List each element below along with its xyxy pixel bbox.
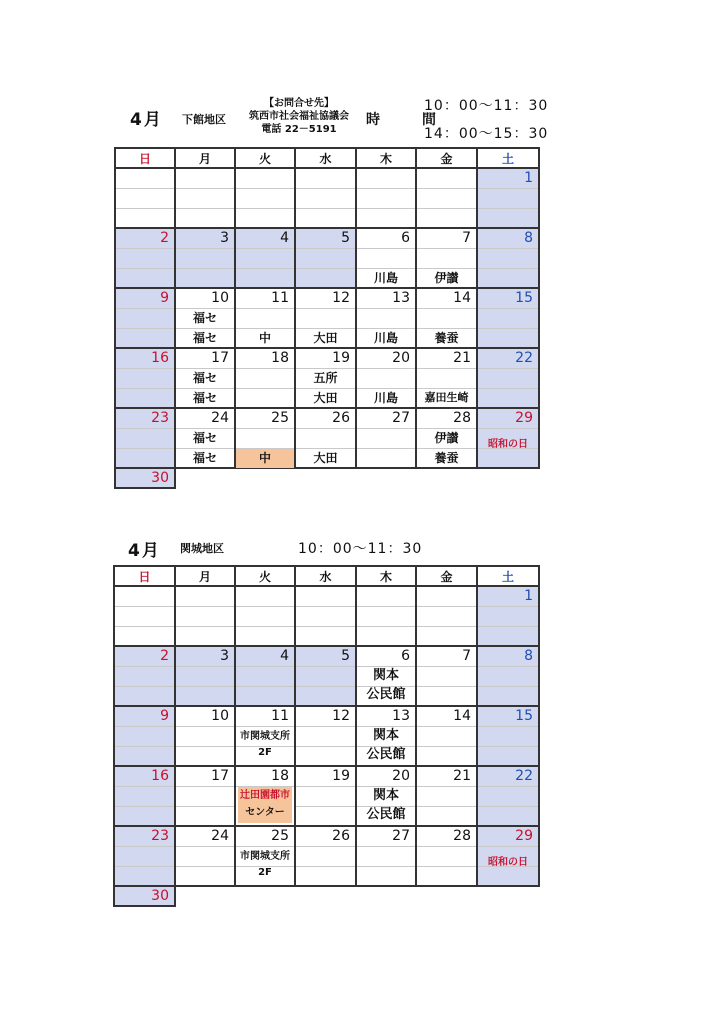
district-title-2: 関城地区 — [180, 542, 224, 555]
venue-entry: 大田 — [313, 331, 338, 345]
weekday-tue: 火 — [235, 566, 295, 586]
venue-entry: 川島 — [373, 391, 398, 405]
day-cell-2 — [115, 228, 175, 288]
venue-entry: 伊讃 — [434, 431, 459, 445]
time-label: 時 間 — [366, 112, 450, 128]
day-number: 22 — [515, 768, 533, 784]
day-cell-6 — [356, 228, 416, 288]
day-number: 11 — [271, 290, 289, 306]
day-cell-12 — [295, 706, 356, 766]
day-cell-9 — [114, 706, 175, 766]
day-cell-25 — [235, 408, 295, 468]
day-cell-empty — [356, 168, 416, 228]
day-cell-empty — [175, 586, 235, 646]
day-number: 7 — [462, 648, 471, 664]
day-cell-11 — [235, 706, 295, 766]
day-number: 15 — [515, 708, 533, 724]
day-number: 30 — [151, 888, 169, 904]
day-number: 1 — [524, 588, 533, 604]
day-cell-30 — [115, 468, 175, 488]
day-cell-13 — [356, 706, 416, 766]
day-number: 6 — [401, 648, 410, 664]
day-cell-empty — [114, 586, 175, 646]
day-number: 25 — [271, 828, 289, 844]
venue-entry: 伊讃 — [434, 271, 459, 285]
day-cell-24 — [175, 826, 235, 886]
day-number: 18 — [271, 768, 289, 784]
day-number: 16 — [151, 768, 169, 784]
day-cell-29 — [477, 826, 539, 886]
day-number: 4 — [280, 230, 289, 246]
day-number: 24 — [211, 828, 229, 844]
day-number: 1 — [524, 170, 533, 186]
venue-entry: 福セ — [192, 331, 217, 345]
venue-entry: 関本 公民館 — [366, 668, 406, 702]
venue-entry: 嘉田生崎 — [424, 391, 469, 404]
blank-cell — [477, 468, 539, 488]
venue-entry: 養蚕 — [434, 331, 459, 345]
day-number: 7 — [462, 230, 471, 246]
day-number: 28 — [453, 828, 471, 844]
day-number: 27 — [392, 828, 410, 844]
week-row — [114, 586, 539, 646]
day-cell-10 — [175, 706, 235, 766]
day-number: 26 — [332, 828, 350, 844]
day-number: 3 — [220, 230, 229, 246]
day-number: 20 — [392, 768, 410, 784]
month-title-1: 4月 — [130, 110, 163, 130]
day-number: 21 — [453, 350, 471, 366]
contact-block — [244, 97, 354, 136]
day-cell-27 — [356, 408, 416, 468]
day-number: 28 — [453, 410, 471, 426]
day-cell-10 — [175, 288, 235, 348]
day-number: 5 — [341, 230, 350, 246]
day-number: 18 — [271, 350, 289, 366]
day-cell-empty — [416, 586, 477, 646]
day-number: 9 — [160, 290, 169, 306]
holiday-label: 昭和の日 — [488, 439, 528, 450]
day-number: 30 — [151, 470, 169, 486]
venue-entry: 市関城支所 2F — [240, 731, 290, 758]
venue-entry: 関本 公民館 — [366, 788, 406, 822]
day-number: 11 — [271, 708, 289, 724]
day-number: 23 — [151, 410, 169, 426]
day-number: 4 — [280, 648, 289, 664]
week-row — [115, 168, 539, 228]
day-cell-8 — [477, 646, 539, 706]
venue-entry: 大田 — [313, 451, 338, 465]
day-number: 12 — [332, 708, 350, 724]
calendar-sekijo — [113, 565, 540, 907]
day-cell-29 — [477, 408, 539, 468]
day-cell-4 — [235, 646, 295, 706]
day-number: 14 — [453, 290, 471, 306]
day-number: 19 — [332, 350, 350, 366]
weekday-mon: 月 — [175, 566, 235, 586]
day-cell-empty — [115, 168, 175, 228]
weekday-sun: 日 — [114, 566, 175, 586]
venue-entry-highlighted: 中 — [236, 449, 294, 468]
weekday-thu: 木 — [356, 566, 416, 586]
day-cell-28 — [416, 826, 477, 886]
venue-entry-highlighted: 辻田園都市 センター — [238, 787, 292, 823]
weekday-wed: 水 — [295, 148, 356, 168]
venue-entry: 福セ — [192, 431, 217, 445]
day-cell-23 — [115, 408, 175, 468]
day-cell-20 — [356, 766, 416, 826]
day-cell-9 — [115, 288, 175, 348]
day-number: 6 — [401, 230, 410, 246]
day-number: 25 — [271, 410, 289, 426]
day-number: 17 — [211, 350, 229, 366]
day-cell-30 — [114, 886, 175, 906]
venue-entry: 福セ — [192, 451, 217, 465]
calendar-shimodate — [114, 147, 540, 489]
blank-cell — [235, 468, 295, 488]
day-cell-8 — [477, 228, 539, 288]
contact-heading: 【お問合せ先】 — [264, 98, 334, 109]
day-cell-7 — [416, 228, 477, 288]
day-cell-26 — [295, 826, 356, 886]
day-cell-25 — [235, 826, 295, 886]
day-cell-17 — [175, 348, 235, 408]
contact-phone: 電話 22－5191 — [261, 124, 337, 135]
day-number: 8 — [524, 648, 533, 664]
venue-entry: 福セ — [192, 371, 217, 385]
week-row — [115, 288, 539, 348]
blank-cell — [175, 468, 235, 488]
day-cell-19 — [295, 766, 356, 826]
day-cell-15 — [477, 288, 539, 348]
day-number: 13 — [392, 708, 410, 724]
day-cell-empty — [416, 168, 477, 228]
weekday-thu: 木 — [356, 148, 416, 168]
day-number: 21 — [453, 768, 471, 784]
day-number: 23 — [151, 828, 169, 844]
day-cell-16 — [115, 348, 175, 408]
day-number: 24 — [211, 410, 229, 426]
week-row — [115, 468, 539, 488]
week-row — [115, 408, 539, 468]
venue-entry: 福セ — [192, 391, 217, 405]
day-cell-19 — [295, 348, 356, 408]
blank-cell — [356, 886, 416, 906]
weekday-fri: 金 — [416, 566, 477, 586]
week-row — [115, 348, 539, 408]
venue-entry: 川島 — [373, 271, 398, 285]
holiday-label: 昭和の日 — [488, 857, 528, 868]
blank-cell — [295, 468, 356, 488]
week-row — [114, 706, 539, 766]
blank-cell — [235, 886, 295, 906]
weekday-fri: 金 — [416, 148, 477, 168]
venue-entry: 中 — [258, 331, 271, 345]
week-row — [114, 826, 539, 886]
day-cell-11 — [235, 288, 295, 348]
day-number: 3 — [220, 648, 229, 664]
day-number: 2 — [160, 648, 169, 664]
day-number: 10 — [211, 290, 229, 306]
day-number: 19 — [332, 768, 350, 784]
blank-cell — [295, 886, 356, 906]
month-title-2: 4月 — [128, 541, 161, 561]
day-cell-3 — [175, 228, 235, 288]
week-row — [114, 646, 539, 706]
day-number: 14 — [453, 708, 471, 724]
day-cell-5 — [295, 646, 356, 706]
day-cell-empty — [356, 586, 416, 646]
day-cell-empty — [295, 168, 356, 228]
day-cell-3 — [175, 646, 235, 706]
weekday-wed: 水 — [295, 566, 356, 586]
day-cell-1 — [477, 168, 539, 228]
day-number: 10 — [211, 708, 229, 724]
day-number: 29 — [515, 828, 533, 844]
time-slot-afternoon-1: 14：00～15：30 — [424, 126, 549, 142]
week-row — [115, 228, 539, 288]
venue-entry: 大田 — [313, 391, 338, 405]
day-cell-21 — [416, 766, 477, 826]
day-cell-23 — [114, 826, 175, 886]
day-cell-20 — [356, 348, 416, 408]
venue-entry: 五所 — [313, 371, 338, 385]
day-number: 20 — [392, 350, 410, 366]
day-number: 9 — [160, 708, 169, 724]
day-cell-16 — [114, 766, 175, 826]
day-cell-4 — [235, 228, 295, 288]
day-number: 8 — [524, 230, 533, 246]
weekday-header-row — [115, 148, 539, 168]
weekday-sat: 土 — [477, 566, 539, 586]
weekday-tue: 火 — [235, 148, 295, 168]
day-number: 16 — [151, 350, 169, 366]
district-title-1: 下館地区 — [182, 113, 226, 126]
day-number: 27 — [392, 410, 410, 426]
blank-cell — [416, 468, 477, 488]
day-cell-empty — [175, 168, 235, 228]
day-cell-18 — [235, 348, 295, 408]
day-cell-12 — [295, 288, 356, 348]
time-slot-morning-1: 10：00～11：30 — [424, 98, 549, 114]
day-cell-empty — [295, 586, 356, 646]
day-cell-2 — [114, 646, 175, 706]
day-number: 12 — [332, 290, 350, 306]
weekday-header-row — [114, 566, 539, 586]
day-cell-18 — [235, 766, 295, 826]
day-number: 5 — [341, 648, 350, 664]
day-cell-17 — [175, 766, 235, 826]
contact-org: 筑西市社会福祉協議会 — [249, 111, 349, 122]
day-cell-21 — [416, 348, 477, 408]
day-cell-28 — [416, 408, 477, 468]
day-cell-7 — [416, 646, 477, 706]
day-cell-empty — [235, 586, 295, 646]
time-slot-morning-2: 10：00～11：30 — [298, 541, 423, 557]
day-number: 2 — [160, 230, 169, 246]
venue-entry: 川島 — [373, 331, 398, 345]
weekday-sun: 日 — [115, 148, 175, 168]
day-number: 29 — [515, 410, 533, 426]
day-cell-13 — [356, 288, 416, 348]
week-row — [114, 766, 539, 826]
weekday-mon: 月 — [175, 148, 235, 168]
day-cell-14 — [416, 288, 477, 348]
day-number: 13 — [392, 290, 410, 306]
weekday-sat: 土 — [477, 148, 539, 168]
day-cell-1 — [477, 586, 539, 646]
day-number: 15 — [515, 290, 533, 306]
blank-cell — [356, 468, 416, 488]
day-cell-empty — [235, 168, 295, 228]
day-number: 17 — [211, 768, 229, 784]
day-cell-15 — [477, 706, 539, 766]
day-cell-6 — [356, 646, 416, 706]
day-cell-14 — [416, 706, 477, 766]
day-cell-5 — [295, 228, 356, 288]
week-row — [114, 886, 539, 906]
day-cell-26 — [295, 408, 356, 468]
blank-cell — [416, 886, 477, 906]
blank-cell — [175, 886, 235, 906]
venue-entry: 養蚕 — [434, 451, 459, 465]
day-cell-22 — [477, 348, 539, 408]
blank-cell — [477, 886, 539, 906]
venue-entry: 市関城支所 2F — [240, 851, 290, 878]
venue-entry: 関本 公民館 — [366, 728, 406, 762]
day-number: 22 — [515, 350, 533, 366]
day-cell-27 — [356, 826, 416, 886]
venue-entry: 福セ — [192, 311, 217, 325]
day-cell-24 — [175, 408, 235, 468]
day-number: 26 — [332, 410, 350, 426]
day-cell-22 — [477, 766, 539, 826]
